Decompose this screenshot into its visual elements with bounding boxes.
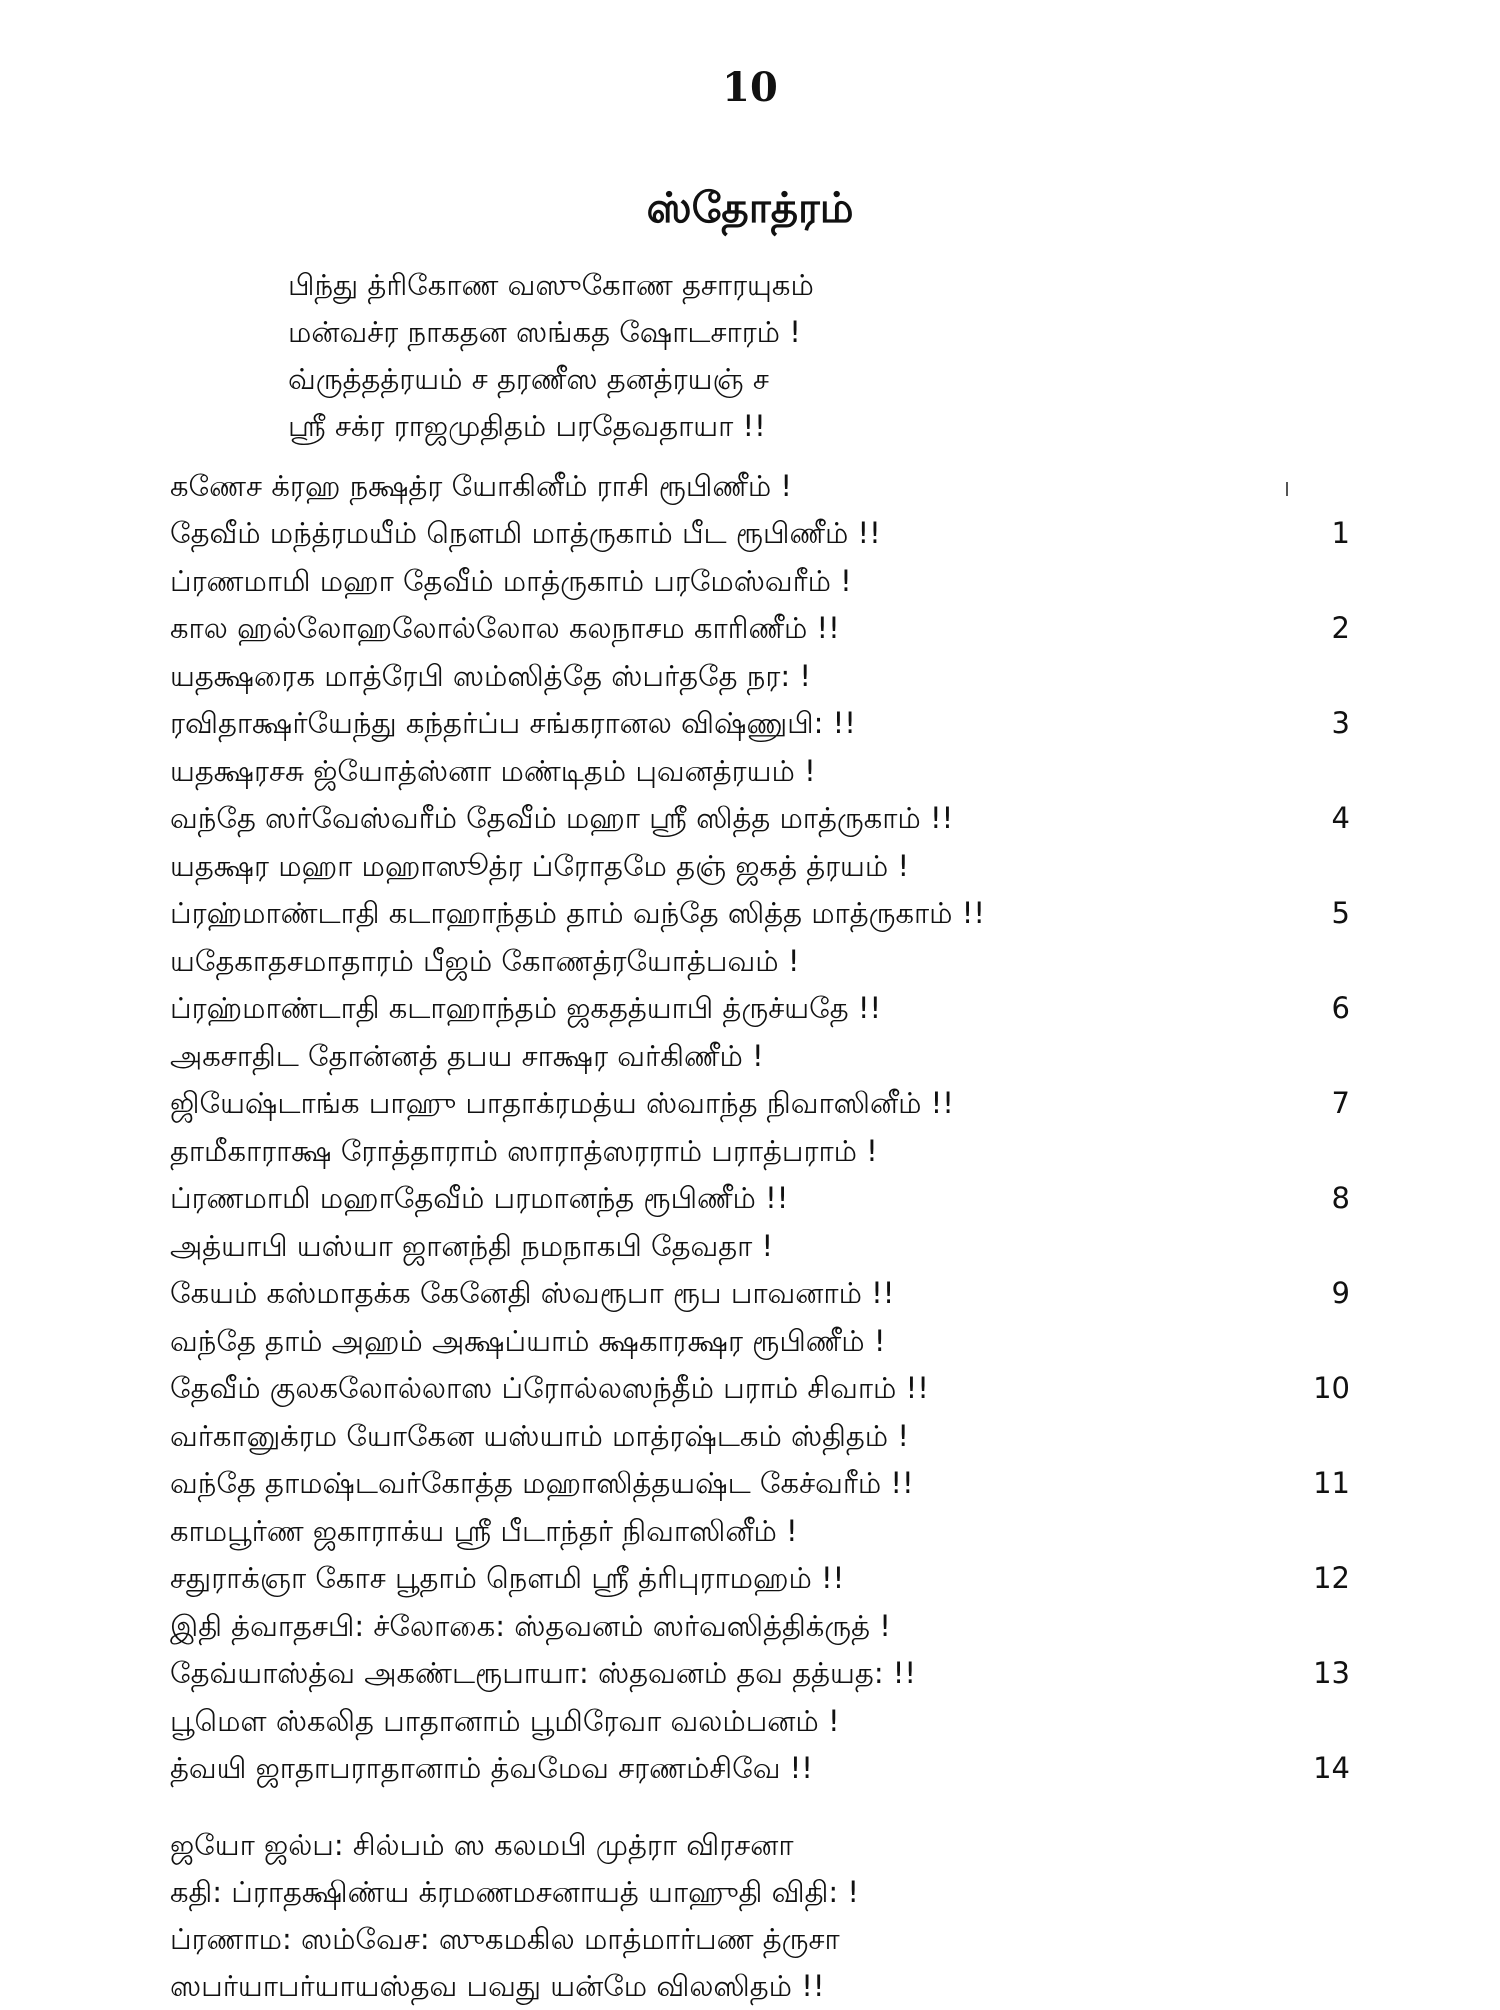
verse-line: ப்ரணமாமி மஹா தேவீம் மாத்ருகாம் பரமேஸ்வரீம் ! — [170, 564, 852, 598]
verse-line: யதக்ஷரைக மாத்ரேபி ஸம்ஸித்தே ஸ்பர்ததே நர: ! — [170, 659, 811, 693]
verse-line: ப்ரஹ்மாண்டாதி கடாஹாந்தம் ஜகதத்யாபி த்ருச்யதே !! — [170, 991, 882, 1025]
page-title: ஸ்தோத்ரம் — [646, 183, 854, 232]
verse — [170, 1603, 1350, 1698]
verse — [170, 558, 1350, 653]
intro-line: வ்ருத்தத்ரயம் ச தரணீஸ தனத்ரயஞ் ச — [288, 362, 769, 396]
verse-line: இதி த்வாதசபி: ச்லோகை: ஸ்தவனம் ஸர்வஸித்திக்ருத் ! — [170, 1609, 891, 1643]
verse — [170, 463, 1350, 558]
verse-line: ரவிதாக்ஷர்யேந்து கந்தர்ப்ப சங்கரானல விஷ்ணுபி: !! — [170, 706, 856, 740]
closing-stanza — [170, 1822, 1350, 2010]
verse — [170, 1128, 1350, 1223]
verse-line: வந்தே தாம் அஹம் அக்ஷப்யாம் க்ஷகாரக்ஷர ரூபிணீம் ! — [170, 1324, 886, 1358]
verse-line: யதக்ஷரசசு ஜ்யோத்ஸ்னா மண்டிதம் புவனத்ரயம் ! — [170, 754, 816, 788]
verse-line: தாமீகாராக்ஷ ரோத்தாராம் ஸாராத்ஸரராம் பராத்பராம் ! — [170, 1134, 878, 1168]
verse-line: கேயம் கஸ்மாதக்க கேனேதி ஸ்வரூபா ரூப பாவனாம் !! — [170, 1276, 895, 1310]
verse-line: அத்யாபி யஸ்யா ஜானந்தி நமநாகபி தேவதா ! — [170, 1229, 774, 1263]
verse-list — [170, 463, 1350, 1793]
verse-number: 1 — [1331, 516, 1350, 550]
intro-line: பிந்து த்ரிகோண வஸுகோண தசாரயுகம் — [288, 268, 814, 302]
verse-line: கால ஹல்லோஹலோல்லோல கலநாசம காரிணீம் !! — [170, 611, 840, 645]
closing-line: ஜயோ ஜல்ப: சில்பம் ஸ கலமபி முத்ரா விரசனா — [170, 1828, 794, 1862]
verse-number: 2 — [1331, 611, 1350, 645]
closing-line: கதி: ப்ராதக்ஷிண்ய க்ரமணமசனாயத் யாஹுதி விதி: ! — [170, 1875, 859, 1909]
verse-number: 4 — [1331, 801, 1350, 835]
verse-line: வந்தே ஸர்வேஸ்வரீம் தேவீம் மஹா ஸ்ரீ ஸித்த மாத்ருகாம் !! — [170, 801, 954, 835]
verse-line: வந்தே தாமஷ்டவர்கோத்த மஹாஸித்தயஷ்ட கேச்வரீம் !! — [170, 1466, 914, 1500]
verse — [170, 653, 1350, 748]
verse-number: 9 — [1331, 1276, 1350, 1310]
verse-line: தேவ்யாஸ்த்வ அகண்டரூபாயா: ஸ்தவனம் தவ தத்யத: !! — [170, 1656, 917, 1690]
verse-line: காமபூர்ண ஜகாராக்ய ஸ்ரீ பீடாந்தர் நிவாஸினீம் ! — [170, 1514, 798, 1548]
verse-line: வர்கானுக்ரம யோகேன யஸ்யாம் மாத்ரஷ்டகம் ஸ்திதம் ! — [170, 1419, 909, 1453]
verse-line: யதக்ஷர மஹா மஹாஸூத்ர ப்ரோதமே தஞ் ஜகத் த்ரயம் ! — [170, 849, 910, 883]
verse-line: ப்ரஹ்மாண்டாதி கடாஹாந்தம் தாம் வந்தே ஸித்த மாத்ருகாம் !! — [170, 896, 985, 930]
closing-line: ஸபர்யாபர்யாயஸ்தவ பவது யன்மே விலஸிதம் !! — [170, 1969, 825, 2003]
verse-line: பூமௌ ஸ்கலித பாதானாம் பூமிரேவா வலம்பனம் ! — [170, 1704, 840, 1738]
verse-number: 13 — [1313, 1656, 1350, 1690]
verse-number: 7 — [1331, 1086, 1350, 1120]
verse-line: த்வயி ஜாதாபராதானாம் த்வமேவ சரணம்சிவே !! — [170, 1751, 813, 1785]
verse — [170, 1413, 1350, 1508]
page-number: 10 — [722, 64, 778, 111]
verse — [170, 748, 1350, 843]
verse-line: யதேகாதசமாதாரம் பீஜம் கோணத்ரயோத்பவம் ! — [170, 944, 800, 978]
verse-line: தேவீம் மந்த்ரமயீம் நௌமி மாத்ருகாம் பீட ரூபிணீம் !! — [170, 516, 881, 550]
verse-number: 14 — [1313, 1751, 1350, 1785]
verse-number: 6 — [1331, 991, 1350, 1025]
intro-line: ஸ்ரீ சக்ர ராஜமுதிதம் பரதேவதாயா !! — [288, 409, 766, 443]
verse-line: ஜியேஷ்டாங்க பாஹு பாதாக்ரமத்ய ஸ்வாந்த நிவாஸினீம் !! — [170, 1086, 954, 1120]
verse-line: அகசாதிட தோன்னத் தபய சாக்ஷர வர்கிணீம் ! — [170, 1039, 764, 1073]
verse-line: தேவீம் குலகலோல்லாஸ ப்ரோல்லஸந்தீம் பராம் சிவாம் !! — [170, 1371, 929, 1405]
verse-number: 12 — [1313, 1561, 1350, 1595]
verse — [170, 1033, 1350, 1128]
verse-number: 5 — [1331, 896, 1350, 930]
verse-number: 8 — [1331, 1181, 1350, 1215]
verse-number: 10 — [1313, 1371, 1350, 1405]
intro-stanza — [288, 262, 1288, 450]
closing-line: ப்ரணாம: ஸம்வேச: ஸுகமகில மாத்மார்பண த்ருசா — [170, 1922, 840, 1956]
verse-number: 11 — [1313, 1466, 1350, 1500]
verse — [170, 1508, 1350, 1603]
verse — [170, 1223, 1350, 1318]
verse-line: சதுராக்ஞா கோச பூதாம் நௌமி ஸ்ரீ த்ரிபுராமஹம் !! — [170, 1561, 845, 1595]
verse — [170, 843, 1350, 938]
verse-number: 3 — [1331, 706, 1350, 740]
verse — [170, 938, 1350, 1033]
verse-line: ப்ரணமாமி மஹாதேவீம் பரமானந்த ரூபிணீம் !! — [170, 1181, 789, 1215]
verse — [170, 1318, 1350, 1413]
verse-line: கணேச க்ரஹ நக்ஷத்ர யோகினீம் ராசி ரூபிணீம் ! — [170, 469, 793, 503]
verse — [170, 1698, 1350, 1793]
intro-line: மன்வச்ர நாகதன ஸங்கத ஷோடசாரம் ! — [288, 315, 801, 349]
